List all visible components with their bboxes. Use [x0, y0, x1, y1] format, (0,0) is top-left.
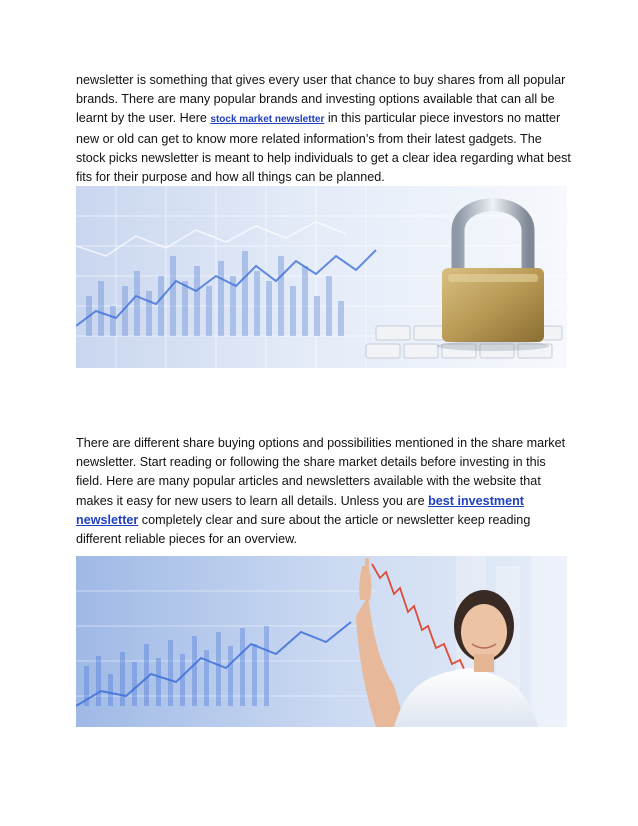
body-paragraph-2: [76, 434, 572, 549]
paragraph-1-text-before: newsletter is something that gives every user that chance to buy shares from all popular brands. There are many popular brands and investing options available that can all be learnt by the user. Here: [76, 73, 566, 126]
padlock-keyboard-chart-icon: [76, 186, 567, 368]
paragraph-1-text-after: in this particular piece investors no matter new or old can get to know more related information’s from their latest gadgets. The stock picks newsletter is meant to help individuals to get a clear idea regarding what best fits for their purpose and how all things can be planned.: [76, 111, 571, 185]
paragraph-2-text-before: There are different share buying options and possibilities mentioned in the share market newsletter. Start reading or following the share market details before investing in this field. Here are many popular articles and newsletters available with the website that makes it easy for new users to learn all details. Unless you are: [76, 436, 566, 508]
woman-pointing-chart-icon: [76, 556, 567, 727]
woman-pointing-photo: [76, 556, 567, 727]
stock-market-newsletter-link[interactable]: stock market newsletter: [210, 114, 325, 126]
best-investment-newsletter-link[interactable]: best investment newsletter: [76, 493, 524, 527]
paragraph-2-text-after: completely clear and sure about the article or newsletter keep reading different reliable pieces for an overview.: [76, 512, 531, 547]
padlock-photo: [76, 186, 567, 368]
body-paragraph-1: [76, 71, 572, 187]
